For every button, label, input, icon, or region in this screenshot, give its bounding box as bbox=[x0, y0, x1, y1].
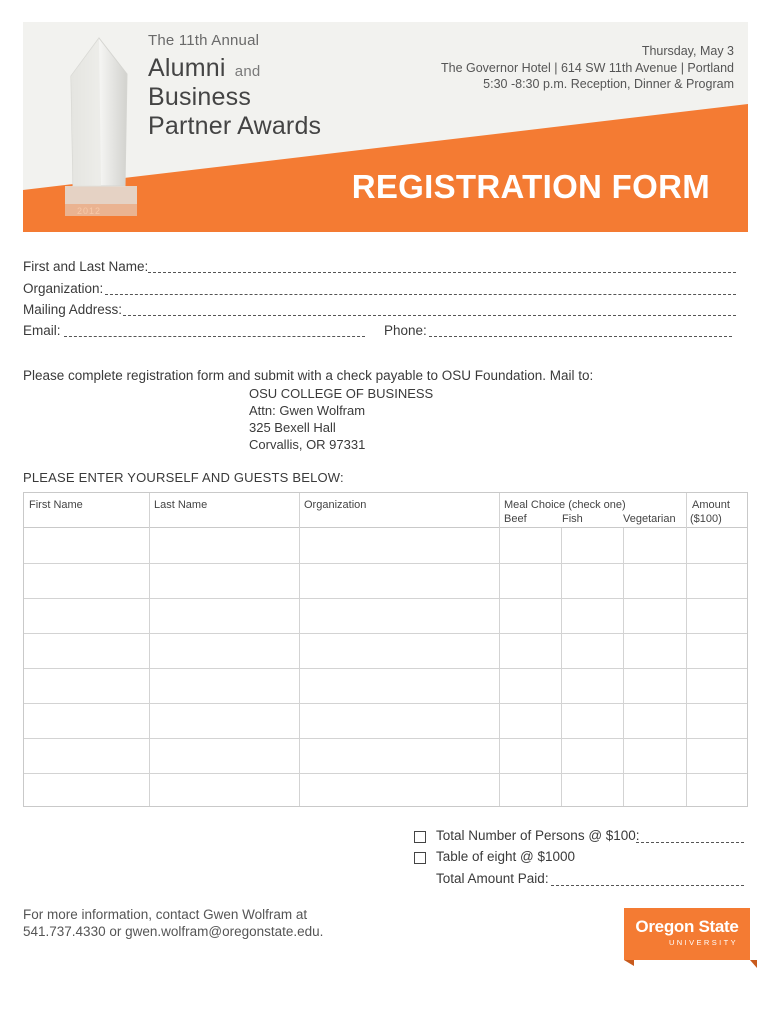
phone-field[interactable] bbox=[429, 336, 732, 337]
table-of-eight-label: Table of eight @ $1000 bbox=[436, 849, 576, 864]
total-persons-checkbox[interactable] bbox=[414, 831, 426, 843]
mailing-address-field[interactable] bbox=[123, 315, 736, 316]
guest-row[interactable] bbox=[24, 739, 747, 773]
col-amount-price: ($100) bbox=[690, 513, 722, 525]
instructions-text: Please complete registration form and submit with a check payable to OSU Foundation. Mail to: bbox=[23, 368, 594, 383]
title-and: and bbox=[234, 63, 261, 80]
header-banner bbox=[23, 22, 748, 232]
logo-subtitle: UNIVERSITY bbox=[668, 938, 738, 947]
title-alumni: Alumni bbox=[148, 54, 226, 82]
col-beef: Beef bbox=[504, 513, 527, 525]
event-venue: The Governor Hotel | 614 SW 11th Avenue | Portland bbox=[440, 60, 734, 75]
total-persons-label: Total Number of Persons @ $100: bbox=[436, 828, 640, 843]
event-date: Thursday, May 3 bbox=[641, 44, 734, 58]
more-info bbox=[23, 906, 323, 940]
mailing-address-label: Mailing Address: bbox=[23, 302, 123, 317]
oregon-state-logo bbox=[624, 908, 757, 968]
guest-row[interactable] bbox=[24, 704, 747, 738]
email-label: Email: bbox=[23, 323, 61, 338]
col-organization: Organization bbox=[304, 499, 367, 511]
event-title-line1 bbox=[148, 54, 260, 83]
guest-row[interactable] bbox=[24, 564, 747, 598]
organization-field[interactable] bbox=[105, 294, 736, 295]
total-amount-field[interactable] bbox=[551, 885, 744, 886]
mailing-address-block bbox=[249, 385, 433, 453]
total-amount-label: Total Amount Paid: bbox=[436, 871, 549, 886]
guests-heading: PLEASE ENTER YOURSELF AND GUESTS BELOW: bbox=[23, 470, 344, 485]
total-persons-field[interactable] bbox=[636, 842, 744, 843]
col-first-name: First Name bbox=[29, 499, 83, 511]
name-field[interactable] bbox=[148, 272, 736, 273]
guest-row[interactable] bbox=[24, 634, 747, 668]
organization-label: Organization: bbox=[23, 281, 104, 296]
guest-row[interactable] bbox=[24, 529, 747, 563]
more-info-line: For more information, contact Gwen Wolfram at bbox=[23, 907, 308, 922]
more-info-line: 541.737.4330 or gwen.wolfram@oregonstate.edu. bbox=[23, 924, 324, 939]
address-line: 325 Bexell Hall bbox=[249, 420, 336, 435]
address-line: Attn: Gwen Wolfram bbox=[249, 403, 366, 418]
col-meal-choice: Meal Choice (check one) bbox=[504, 499, 626, 511]
logo-box bbox=[624, 908, 750, 960]
event-edition: The 11th Annual bbox=[148, 32, 260, 49]
address-line: Corvallis, OR 97331 bbox=[249, 437, 366, 452]
col-fish: Fish bbox=[562, 513, 583, 525]
trophy-icon bbox=[61, 36, 143, 226]
col-last-name: Last Name bbox=[154, 499, 208, 511]
address-line: OSU COLLEGE OF BUSINESS bbox=[249, 386, 434, 401]
logo-name: Oregon State bbox=[635, 917, 739, 936]
form-title: REGISTRATION FORM bbox=[351, 168, 710, 205]
phone-label: Phone: bbox=[384, 323, 427, 338]
name-label: First and Last Name: bbox=[23, 259, 149, 274]
col-vegetarian: Vegetarian bbox=[623, 513, 676, 525]
guest-row[interactable] bbox=[24, 669, 747, 703]
event-title-line3: Partner Awards bbox=[148, 112, 322, 140]
table-of-eight-checkbox[interactable] bbox=[414, 852, 426, 864]
col-amount: Amount bbox=[692, 499, 730, 511]
email-field[interactable] bbox=[64, 336, 365, 337]
trophy-year: 2012 bbox=[77, 206, 102, 216]
guest-row[interactable] bbox=[24, 774, 747, 806]
guest-table bbox=[23, 492, 748, 807]
event-title-line2: Business bbox=[148, 83, 252, 111]
guest-row[interactable] bbox=[24, 599, 747, 633]
event-info bbox=[441, 43, 734, 93]
guest-table-header bbox=[24, 493, 747, 528]
event-time: 5:30 -8:30 p.m. Reception, Dinner & Program bbox=[483, 77, 734, 91]
